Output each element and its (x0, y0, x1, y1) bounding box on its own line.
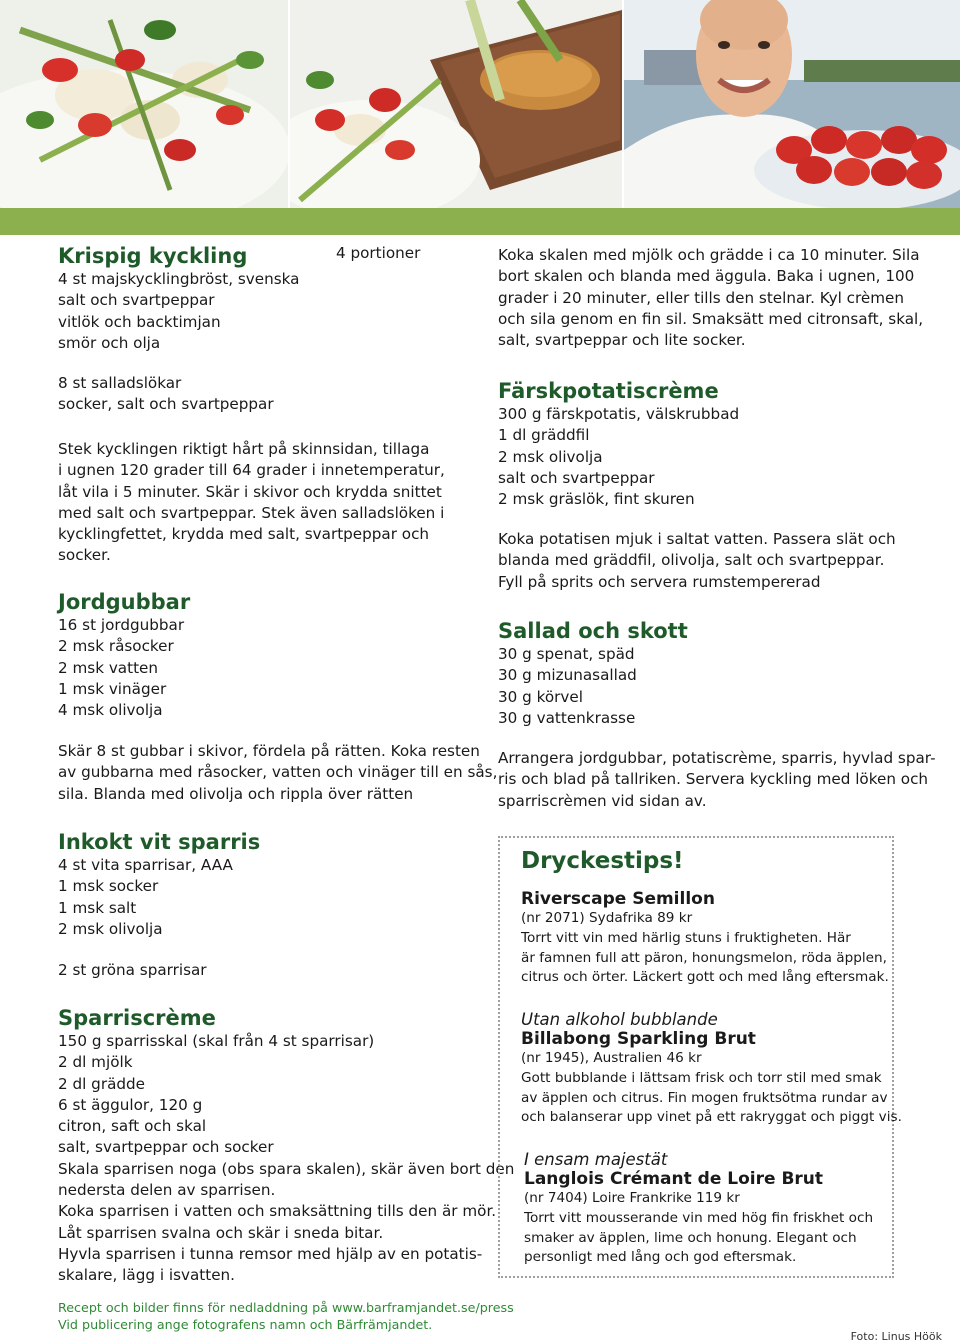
text-line: Stek kycklingen riktigt hårt på skinnsidan, tillaga (58, 440, 430, 458)
jordgubbar-title: Jordgubbar (58, 590, 191, 614)
sallad-section (498, 618, 688, 729)
text-line: socker, salt och svartpeppar (58, 395, 274, 414)
text-line: 1 msk salt (58, 898, 137, 917)
text-line: 2 msk gräslök, fint skuren (498, 490, 695, 509)
creme-section (58, 1005, 514, 1287)
wine-2-tag: Utan alkohol bubblande (521, 1010, 718, 1029)
text-line: 1 dl gräddfil (498, 426, 590, 445)
text-line: Torrt vitt vin med härlig stuns i fruktigheten. Här (521, 929, 851, 946)
text-line: Gott bubblande i lättsam frisk och torr stil med smak (521, 1069, 882, 1086)
text-line: grader i 20 minuter, eller tills den stelnar. Kyl crèmen (498, 288, 905, 307)
text-line: 4 msk olivolja (58, 701, 163, 720)
footer (58, 1299, 514, 1333)
text-line: socker. (58, 546, 111, 565)
wine-3-tag: I ensam majestät (524, 1150, 668, 1169)
text-line: kycklingfettet, krydda med salt, svartpeppar och (58, 525, 430, 544)
wine-1-desc (521, 929, 889, 988)
drinks-title: Dryckestips! (521, 848, 684, 874)
text-line: 30 g mizunasallad (498, 666, 637, 685)
text-line: citrus och örter. Läckert gott och med lång eftersmak. (521, 969, 889, 986)
wine-1-info: (nr 2071) Sydafrika 89 kr (521, 910, 693, 926)
text-line: 2 msk vatten (58, 658, 158, 677)
text-line: 4 st vita sparrisar, AAA (58, 856, 233, 874)
text-line: smaker av äpplen, lime och honung. Elegant och (524, 1229, 857, 1246)
text-line: bort skalen och blanda med äggula. Baka i ugnen, 100 (498, 267, 915, 286)
text-line: i ugnen 120 grader till 64 grader i innetemperatur, (58, 461, 445, 480)
text-line: 1 msk socker (58, 877, 159, 896)
footer-download-link[interactable]: Recept och bilder finns för nedladdning på www.barframjandet.se/press (58, 1300, 514, 1315)
text-line: 1 msk vinäger (58, 679, 167, 698)
text-line: 150 g sparrisskal (skal från 4 st sparrisar) (58, 1032, 375, 1050)
wine-2-info: (nr 1945), Australien 46 kr (521, 1050, 702, 1066)
krispig-ingredients-2 (58, 373, 274, 416)
text-line: 2 msk råsocker (58, 637, 174, 656)
creme-title: Sparriscrème (58, 1006, 216, 1030)
text-line: smör och olja (58, 333, 161, 352)
wine-2-name: Billabong Sparkling Brut (521, 1029, 756, 1049)
green-band (0, 208, 960, 235)
text-line: Låt sparrisen svalna och skär i sneda bitar. (58, 1223, 384, 1242)
text-line: salt och svartpeppar (58, 291, 215, 310)
text-line: Skala sparrisen noga (obs spara skalen), skär även bort den (58, 1159, 515, 1178)
chicken-photo (290, 0, 622, 208)
text-line: 300 g färskpotatis, välskrubbad (498, 405, 740, 423)
sallad-title: Sallad och skott (498, 619, 688, 643)
potatis-ingredients (498, 404, 739, 510)
text-line: Fyll på sprits och servera rumstempererad (498, 572, 821, 591)
text-line: skalare, lägg i isvatten. (58, 1266, 235, 1285)
text-line: 2 dl mjölk (58, 1053, 133, 1072)
text-line: 8 st salladslökar (58, 374, 182, 392)
wine-2-desc (521, 1069, 902, 1128)
text-line: vitlök och backtimjan (58, 312, 221, 331)
krispig-method (58, 439, 445, 567)
text-line: citron, saft och skal (58, 1117, 207, 1136)
text-line: salt, svartpeppar och socker (58, 1138, 274, 1157)
sparris-title: Inkokt vit sparris (58, 830, 261, 854)
footer-publish-note: Vid publicering ange fotografens namn och Bärfrämjandet. (58, 1317, 433, 1332)
text-line: 2 dl grädde (58, 1074, 145, 1093)
text-line: Koka skalen med mjölk och grädde i ca 10 minuter. Sila (498, 246, 920, 264)
text-line: salt och svartpeppar (498, 468, 655, 487)
text-line: ris och blad på tallriken. Servera kyckling med löken och (498, 770, 929, 789)
text-line: personligt med lång och god eftersmak. (524, 1249, 797, 1266)
krispig-title: Krispig kyckling (58, 244, 248, 268)
text-line: sparriscrèmen vid sidan av. (498, 791, 707, 810)
jordgubbar-section (58, 589, 190, 721)
salad-photo (0, 0, 288, 208)
wine-3 (524, 1150, 873, 1268)
text-line: med salt och svartpeppar. Stek även salladslöken i (58, 503, 445, 522)
creme-ingredients (58, 1031, 514, 1159)
wine-1 (521, 889, 889, 988)
chef-photo (624, 0, 960, 208)
creme-method (58, 1159, 514, 1287)
wine-1-name: Riverscape Semillon (521, 889, 715, 909)
text-line: Skär 8 st gubbar i skivor, fördela på rätten. Koka resten (58, 742, 480, 760)
text-line: 30 g vattenkrasse (498, 708, 636, 727)
text-line: Koka sparrisen i vatten och smaksättning tills den är mör. (58, 1202, 497, 1221)
text-line: 16 st jordgubbar (58, 616, 185, 634)
wine-3-desc (524, 1209, 873, 1268)
text-line: 30 g körvel (498, 687, 583, 706)
text-line: nedersta delen av sparrisen. (58, 1181, 276, 1200)
text-line: är famnen full att päron, honungsmelon, röda äpplen, (521, 949, 887, 966)
text-line: blanda med gräddfil, olivolja, salt och svartpeppar. (498, 551, 885, 570)
drinks-box (498, 836, 902, 1278)
text-line: och sila genom en fin sil. Smaksätt med citronsaft, skal, (498, 309, 924, 328)
text-line: låt vila i 5 minuter. Skär i skivor och krydda snittet (58, 482, 442, 501)
sparris-extra: 2 st gröna sparrisar (58, 961, 207, 979)
sallad-ingredients (498, 644, 688, 729)
text-line: 2 msk olivolja (58, 919, 163, 938)
potatis-title: Färskpotatiscrème (498, 379, 719, 403)
sparris-section (58, 829, 260, 940)
sparris-ingredients (58, 855, 260, 940)
text-line: sila. Blanda med olivolja och rippla över rätten (58, 784, 414, 803)
krispig-ingredients (58, 269, 488, 354)
text-line: salt, svartpeppar och lite socker. (498, 331, 746, 350)
text-line: Torrt vitt mousserande vin med hög fin friskhet och (524, 1209, 874, 1226)
text-line: 6 st äggulor, 120 g (58, 1095, 203, 1114)
text-line: av äpplen och citrus. Fin mogen fruktsötma rundar av (521, 1089, 888, 1106)
text-line: 2 msk olivolja (498, 447, 603, 466)
header-photos (0, 0, 960, 208)
potatis-section (498, 378, 739, 510)
text-line: 30 g spenat, späd (498, 645, 635, 663)
wine-2 (521, 1010, 902, 1128)
sparris-extra-wrap (58, 960, 207, 981)
wine-3-info: (nr 7404) Loire Frankrike 119 kr (524, 1190, 740, 1206)
krispig-section (58, 243, 488, 354)
text-line: Hyvla sparrisen i tunna remsor med hjälp av en potatis- (58, 1244, 483, 1263)
photo-credit: Foto: Linus Höök (850, 1330, 942, 1343)
jordgubbar-ingredients (58, 615, 190, 721)
potatis-method (498, 529, 896, 593)
text-line: och balanserar upp vinet på ett rakryggat och piggt vis. (521, 1109, 902, 1126)
text-line: Koka potatisen mjuk i saltat vatten. Passera slät och (498, 530, 896, 548)
creme-continued (498, 245, 923, 351)
text-line: av gubbarna med råsocker, vatten och vinäger till en sås, (58, 763, 498, 782)
jordgubbar-method (58, 741, 497, 805)
text-line: 4 st majskycklingbröst, svenska (58, 270, 300, 288)
wine-3-name: Langlois Crémant de Loire Brut (524, 1169, 824, 1189)
text-line: Arrangera jordgubbar, potatiscrème, sparris, hyvlad spar- (498, 749, 936, 767)
sallad-method (498, 748, 936, 812)
portions-label: 4 portioner (336, 244, 421, 262)
